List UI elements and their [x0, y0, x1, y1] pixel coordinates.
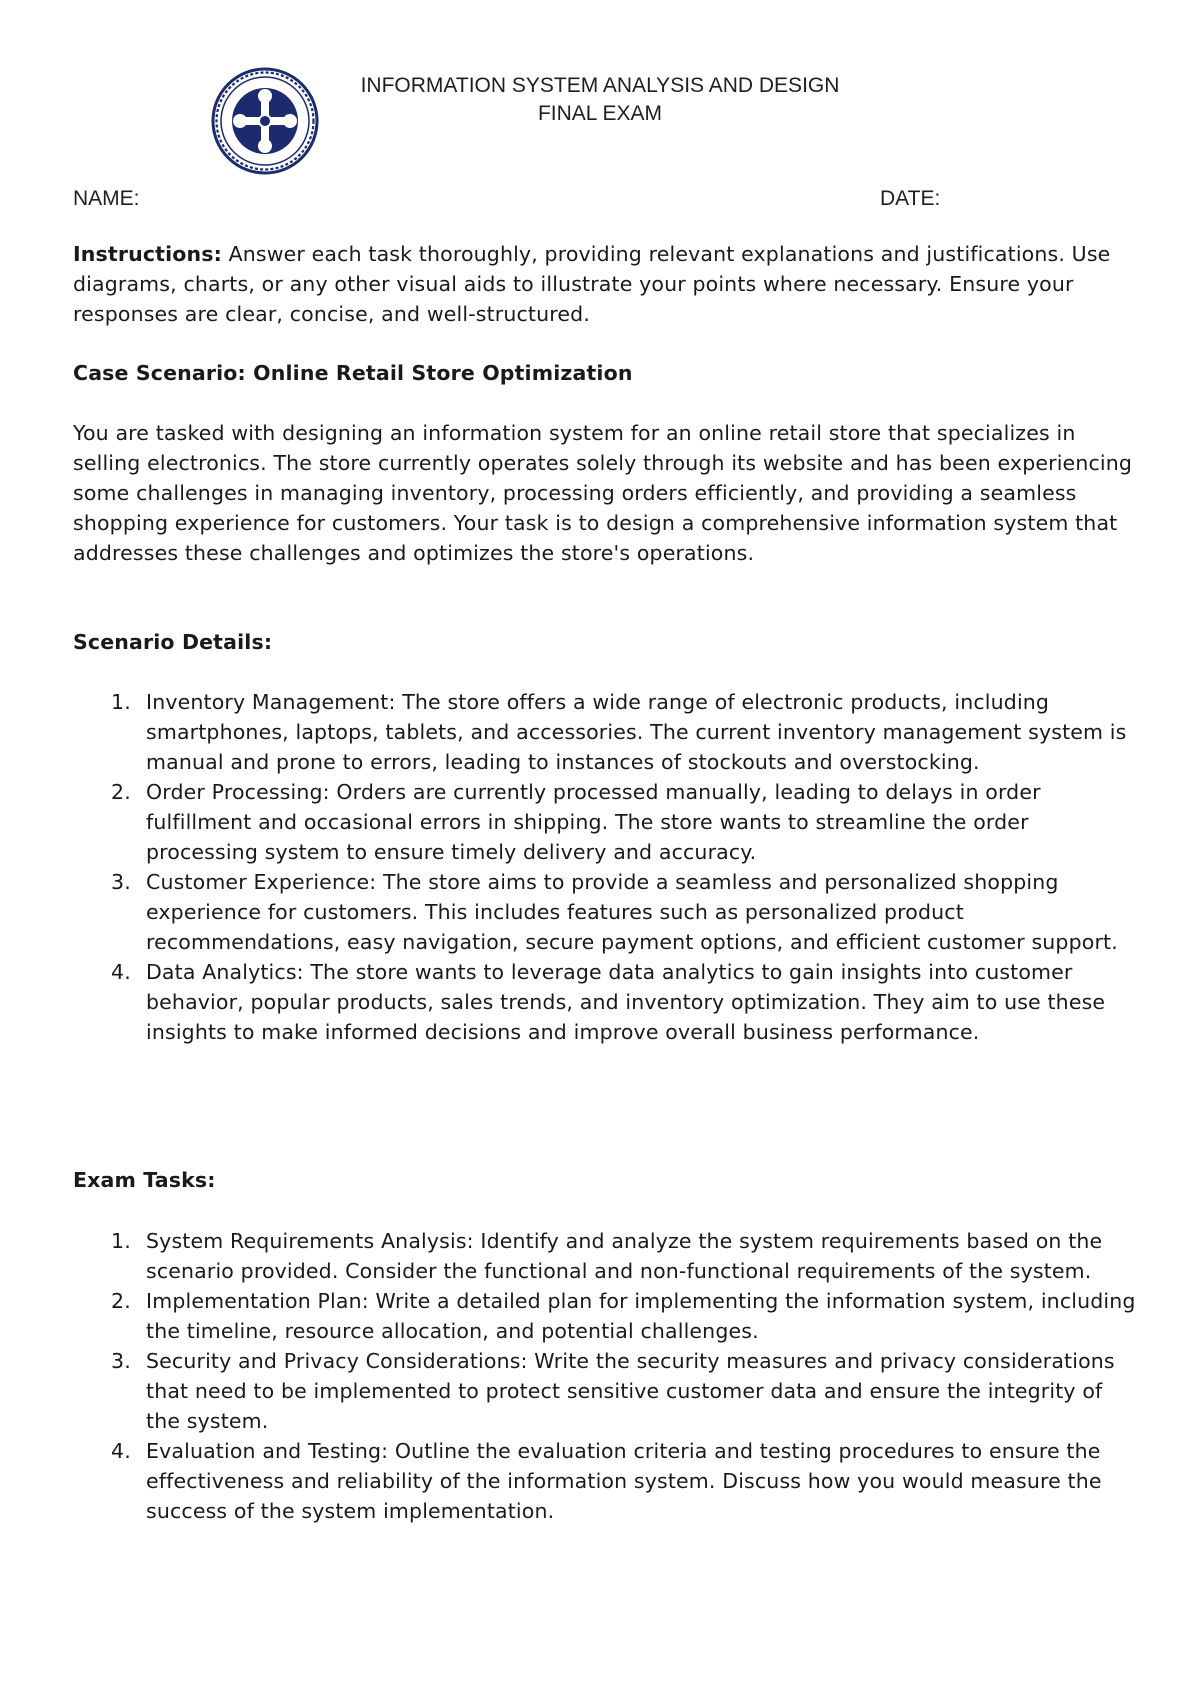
list-item-text: Customer Experience: The store aims to provide a seamless and personalized shopping experience for customers. This includes features such as personalized product recommendations, easy navigation, secure payment options, and efficient customer support. — [146, 870, 1118, 954]
list-item — [0, 1286, 1136, 1346]
list-item-number: 1. — [111, 690, 131, 714]
scenario-details-heading: Scenario Details: — [73, 630, 273, 654]
list-item — [0, 1436, 1136, 1526]
name-label: NAME: — [73, 187, 140, 210]
exam-tasks-heading: Exam Tasks: — [73, 1168, 216, 1192]
list-item-number: 3. — [111, 1349, 131, 1373]
list-item-text: System Requirements Analysis: Identify and analyze the system requirements based on the scenario provided. Consider the functional and non-functional requirements of the system. — [146, 1229, 1103, 1283]
list-item — [0, 1346, 1136, 1436]
list-item — [0, 777, 1136, 867]
instructions-text: Answer each task thoroughly, providing relevant explanations and justifications. Use diagrams, charts, or any other visual aids to illustrate your points where necessary. Ensure your responses are clear, concise, and well-structured. — [73, 242, 1111, 326]
list-item-number: 4. — [111, 960, 131, 984]
list-item — [0, 867, 1136, 957]
exam-title — [200, 72, 1000, 128]
list-item-number: 3. — [111, 870, 131, 894]
list-item-number: 2. — [111, 780, 131, 804]
list-item — [0, 957, 1136, 1047]
list-item — [0, 1226, 1136, 1286]
list-item-number: 4. — [111, 1439, 131, 1463]
list-item-number: 2. — [111, 1289, 131, 1313]
instructions-paragraph — [73, 239, 1133, 329]
instructions-label: Instructions: — [73, 242, 222, 266]
list-item-text: Order Processing: Orders are currently processed manually, leading to delays in order fulfillment and occasional errors in shipping. The store wants to streamline the order processing system to ensure timely delivery and accuracy. — [146, 780, 1041, 864]
list-item-number: 1. — [111, 1229, 131, 1253]
list-item — [0, 687, 1136, 777]
exam-tasks-list — [0, 1226, 1140, 1526]
scenario-details-list — [0, 687, 1140, 1047]
list-item-text: Implementation Plan: Write a detailed plan for implementing the information system, including the timeline, resource allocation, and potential challenges. — [146, 1289, 1136, 1343]
date-label: DATE: — [880, 187, 941, 210]
list-item-text: Evaluation and Testing: Outline the evaluation criteria and testing procedures to ensure the effectiveness and reliability of the information system. Discuss how you would measure the success of the system implementation. — [146, 1439, 1102, 1523]
list-item-text: Inventory Management: The store offers a wide range of electronic products, including smartphones, laptops, tablets, and accessories. The current inventory management system is manual and prone to errors, leading to instances of stockouts and overstocking. — [146, 690, 1127, 774]
case-scenario-heading: Case Scenario: Online Retail Store Optimization — [73, 361, 633, 385]
exam-title-line-2: FINAL EXAM — [537, 102, 663, 125]
exam-title-line-1: INFORMATION SYSTEM ANALYSIS AND DESIGN — [360, 74, 840, 97]
case-scenario-paragraph: You are tasked with designing an information system for an online retail store that specializes in selling electronics. The store currently operates solely through its website and has been experiencing some challenges in managing inventory, processing orders efficiently, and providing a seamless shopping experience for customers. Your task is to design a comprehensive information system that addresses these challenges and optimizes the store's operations. — [73, 421, 1133, 565]
list-item-text: Security and Privacy Considerations: Write the security measures and privacy considerations that need to be implemented to protect sensitive customer data and ensure the integrity of the system. — [146, 1349, 1115, 1433]
list-item-text: Data Analytics: The store wants to leverage data analytics to gain insights into customer behavior, popular products, sales trends, and inventory optimization. They aim to use these insights to make informed decisions and improve overall business performance. — [146, 960, 1106, 1044]
